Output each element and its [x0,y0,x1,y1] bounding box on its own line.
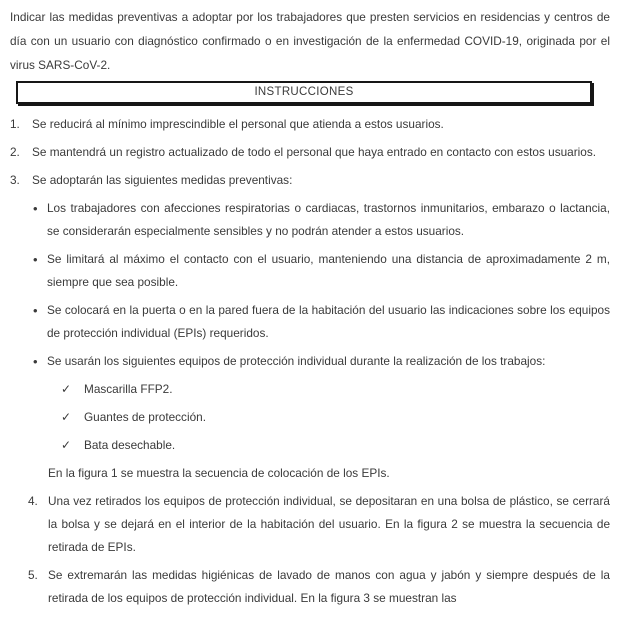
bullet-icon: • [33,303,38,318]
item-text: Una vez retirados los equipos de protección individual, se depositaran en una bolsa de plástico, se cerrará la bolsa y se dejará en el interior de la habitación del usuario. En la figura 2 se muestra la secuencia de retirada de EPIs. [48,494,610,554]
checkmark-icon: ✓ [61,410,72,424]
bullet-item-sensitive-workers [10,197,610,243]
bullet-icon: • [33,252,38,267]
item-number: 5. [28,568,38,582]
bullet-text: Se colocará en la puerta o en la pared fuera de la habitación del usuario las indicaciones sobre los equipos de protección individual (EPIs) requeridos. [47,303,610,340]
list-item-4 [10,490,610,559]
bullet-item-limit-contact [10,248,610,294]
checklist-item-mask [10,378,610,401]
checkmark-icon: ✓ [61,382,72,396]
list-item-3 [10,169,610,192]
item-text: Se reducirá al mínimo imprescindible el personal que atienda a estos usuarios. [32,117,444,131]
checklist-text: Guantes de protección. [84,410,206,424]
checklist-text: Mascarilla FFP2. [84,382,173,396]
item-text: Se adoptarán las siguientes medidas preventivas: [32,173,293,187]
bullet-item-door-signs [10,299,610,345]
item-number: 2. [10,145,20,159]
checkmark-icon: ✓ [61,438,72,452]
item-text: Se mantendrá un registro actualizado de todo el personal que haya entrado en contacto con estos usuarios. [32,145,596,159]
checklist-text: Bata desechable. [84,438,176,452]
item-text: Se extremarán las medidas higiénicas de lavado de manos con agua y jabón y siempre después de la retirada de los equipos de protección individual. En la figura 3 se muestran las [48,568,610,605]
instructions-title: INSTRUCCIONES [254,86,354,98]
item-number: 1. [10,117,20,131]
item-number: 4. [28,494,38,508]
checklist-item-gown [10,434,610,457]
figure1-note: En la figura 1 se muestra la secuencia de colocación de los EPIs. [48,466,390,480]
list-item-2 [10,141,610,164]
bullet-icon: • [33,354,38,369]
item-number: 3. [10,173,20,187]
checklist-item-gloves [10,406,610,429]
bullet-text: Se usarán los siguientes equipos de protección individual durante la realización de los trabajos: [47,354,546,368]
bullet-item-epi-usage [10,350,610,373]
intro-paragraph: Indicar las medidas preventivas a adoptar por los trabajadores que presten servicios en residencias y centros de día con un usuario con diagnóstico confirmado o en investigación de la enfermedad COVID-19, originada por el virus SARS-CoV-2. [10,10,610,72]
bullet-text: Se limitará al máximo el contacto con el usuario, manteniendo una distancia de aproximadamente 2 m, siempre que sea posible. [47,252,610,289]
instructions-box [16,81,592,104]
bullet-text: Los trabajadores con afecciones respiratorias o cardiacas, trastornos inmunitarios, embarazo o lactancia, se considerarán especialmente sensibles y no podrán atender a estos usuarios. [47,201,610,238]
list-item-5 [10,564,610,610]
list-item-1 [10,113,610,136]
bullet-icon: • [33,201,38,216]
